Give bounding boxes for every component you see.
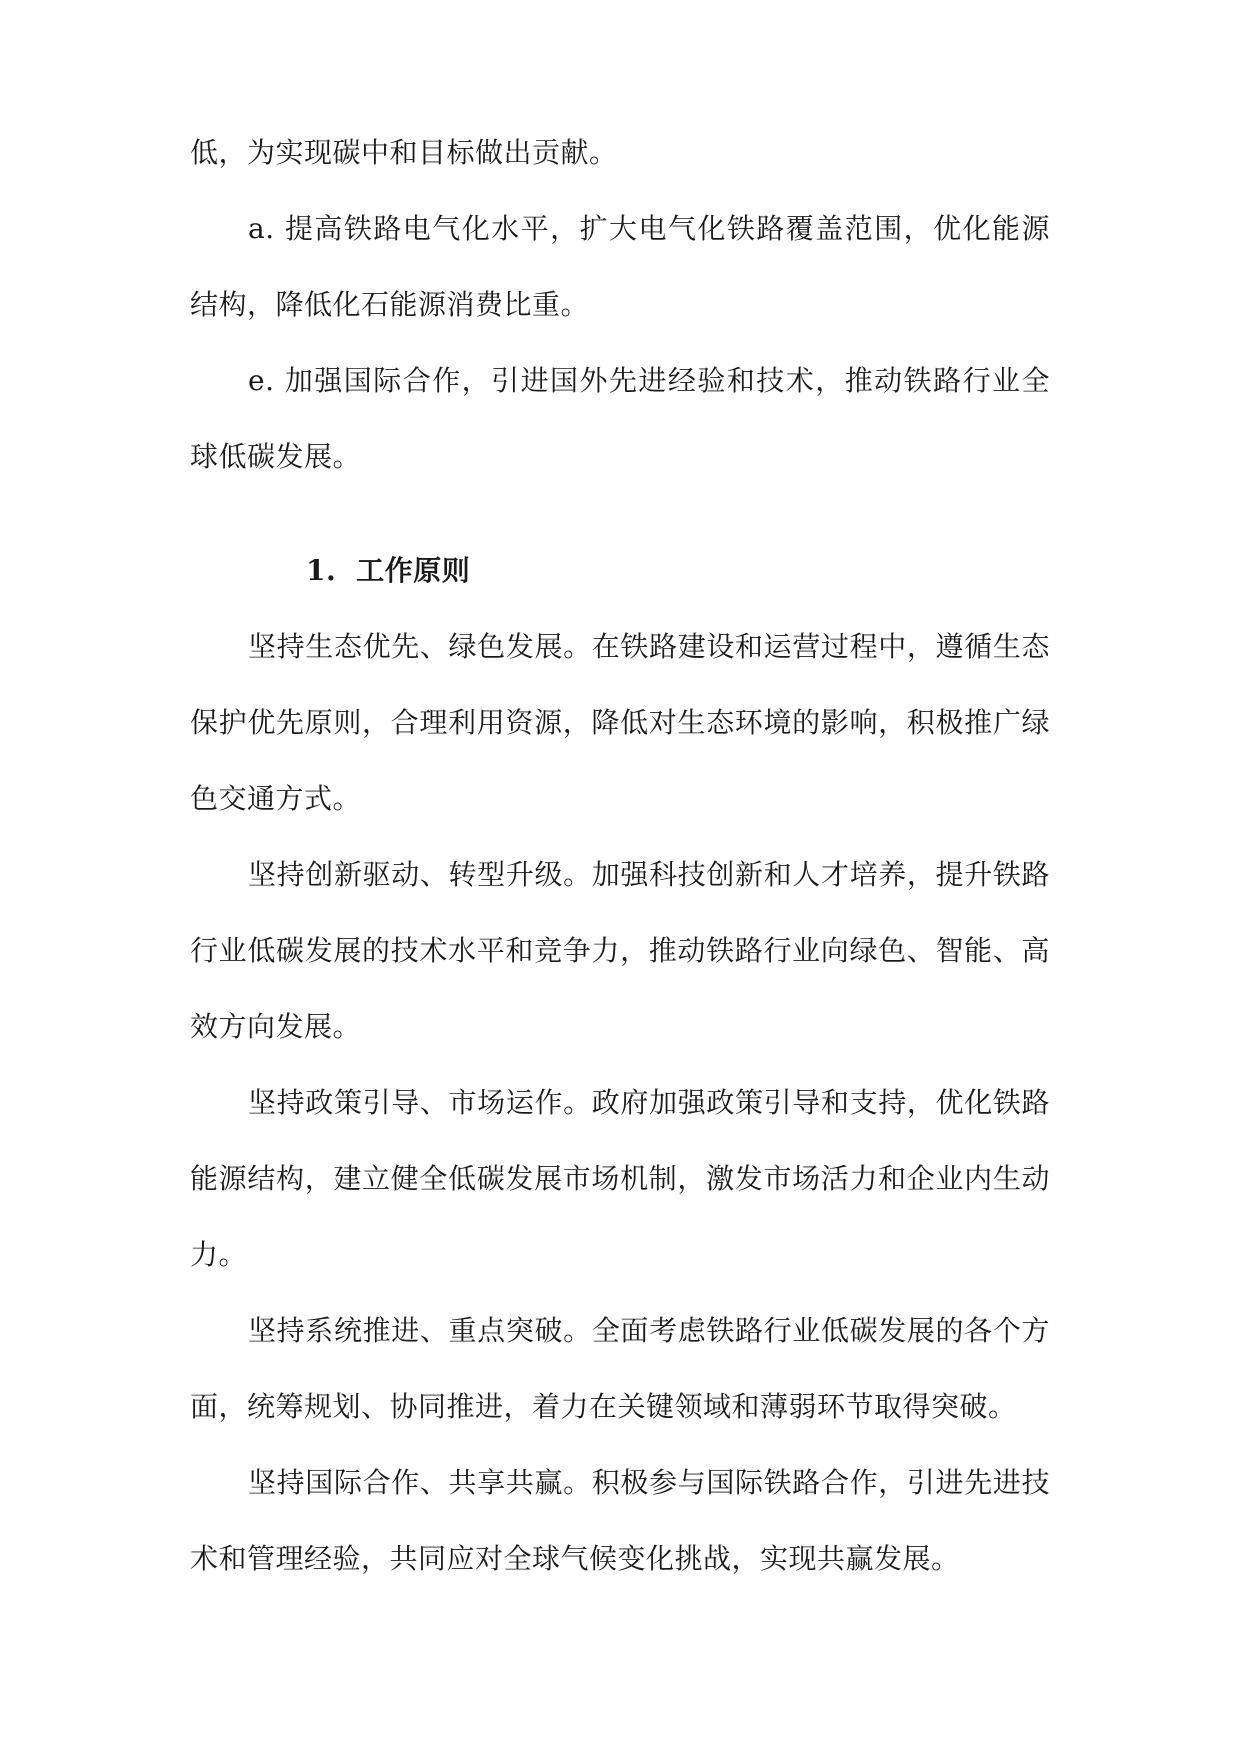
principle-paragraph: 坚持政策引导、市场运作。政府加强政策引导和支持，优化铁路能源结构，建立健全低碳发展市场机制，激发市场活力和企业内生动力。 [190,1086,1050,1271]
paragraph-item-e: e. 加强国际合作，引进国外先进经验和技术，推动铁路行业全球低碳发展。 [190,364,1050,473]
principle-paragraph: 坚持国际合作、共享共赢。积极参与国际铁路合作，引进先进技术和管理经验，共同应对全球气候变化挑战，实现共赢发展。 [190,1466,1050,1575]
section-number: 1. [306,554,337,587]
section-spacer [190,495,1050,533]
paragraph-continuation: 低，为实现碳中和目标做出贡献。 [190,136,618,169]
section-title: 工作原则 [356,554,471,587]
principle-paragraph: 坚持创新驱动、转型升级。加强科技创新和人才培养，提升铁路行业低碳发展的技术水平和竞争力，推动铁路行业向绿色、智能、高效方向发展。 [190,858,1050,1043]
paragraph-item-a: a. 提高铁路电气化水平，扩大电气化铁路覆盖范围，优化能源结构，降低化石能源消费比重。 [190,212,1050,321]
section-heading [190,533,1050,609]
document-body [190,115,1050,1597]
principle-paragraph: 坚持系统推进、重点突破。全面考虑铁路行业低碳发展的各个方面，统筹规划、协同推进，着力在关键领域和薄弱环节取得突破。 [190,1314,1050,1423]
principle-paragraph: 坚持生态优先、绿色发展。在铁路建设和运营过程中，遵循生态保护优先原则，合理利用资源，降低对生态环境的影响，积极推广绿色交通方式。 [190,630,1050,815]
